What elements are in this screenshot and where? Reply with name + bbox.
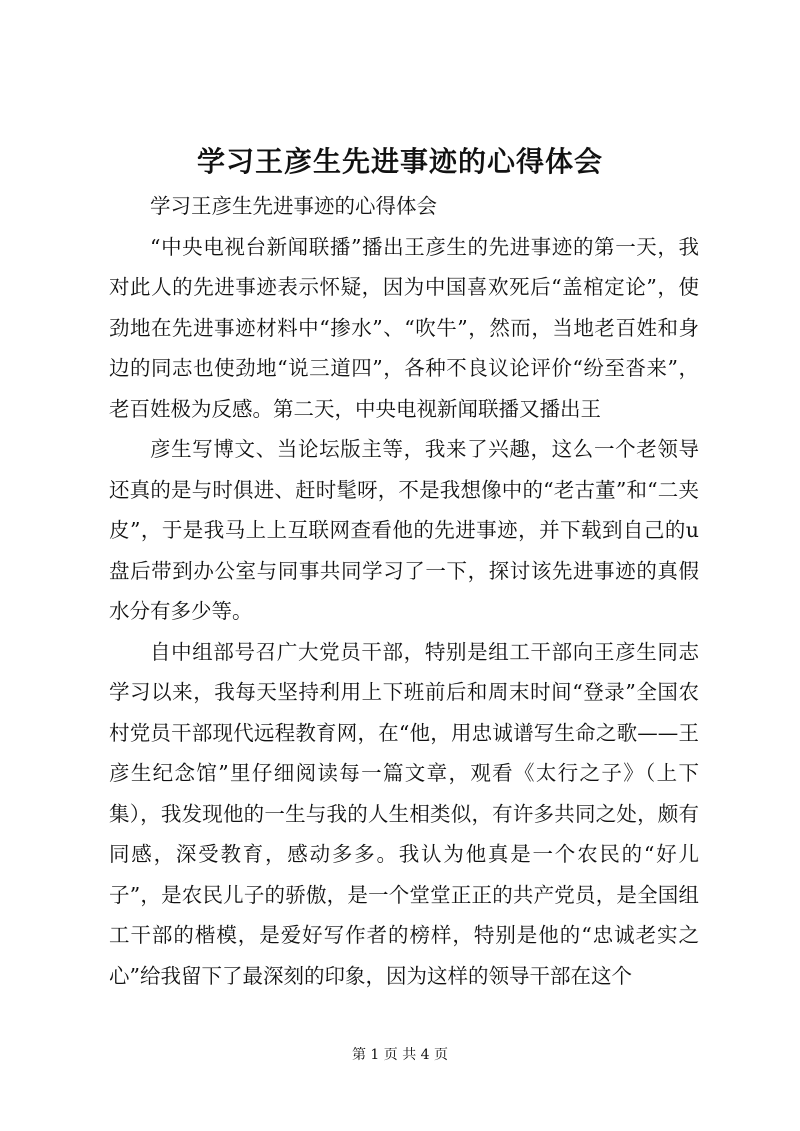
page-title: 学习王彦生先进事迹的心得体会 [196,145,603,178]
paragraph: 学习王彦生先进事迹的心得体会 [150,194,437,218]
document-body [109,186,699,996]
paragraph: 彦生写博文、当论坛版主等，我来了兴趣，这么一个老领导还真的是与时俱进、赶时髦呀，不是我想像中的“老古董”和“二夹皮”，于是我马上上互联网查看他的先进事迹，并下载到自己的u盘后带到办公室与同事共同学习了一下，探讨该先进事迹的真假水分有多少等。 [109,437,699,623]
page-number-footer: 第 1 页 共 4 页 [351,1047,449,1063]
paragraph: 自中组部号召广大党员干部，特别是组工干部向王彦生同志学习以来，我每天坚持利用上下班前后和周末时间“登录”全国农村党员干部现代远程教育网，在“他，用忠诚谱写生命之歌——王彦生纪念馆”里仔细阅读每一篇文章，观看《太行之子》（上下集），我发现他的一生与我的人生相类似，有许多共同之处，颇有同感，深受教育，感动多多。我认为他真是一个农民的“好儿子”，是农民儿子的骄傲，是一个堂堂正正的共产党员，是全国组工干部的楷模，是爱好写作者的榜样，特别是他的“忠诚老实之心”给我留下了最深刻的印象，因为这样的领导干部在这个 [109,639,699,988]
paragraph: “中央电视台新闻联播”播出王彦生的先进事迹的第一天，我对此人的先进事迹表示怀疑，因为中国喜欢死后“盖棺定论”，使劲地在先进事迹材料中“掺水”、“吹牛”，然而，当地老百姓和身边的同志也使劲地“说三道四”，各种不良议论评价“纷至沓来”，老百姓极为反感。第二天，中央电视新闻联播又播出王 [109,234,699,421]
